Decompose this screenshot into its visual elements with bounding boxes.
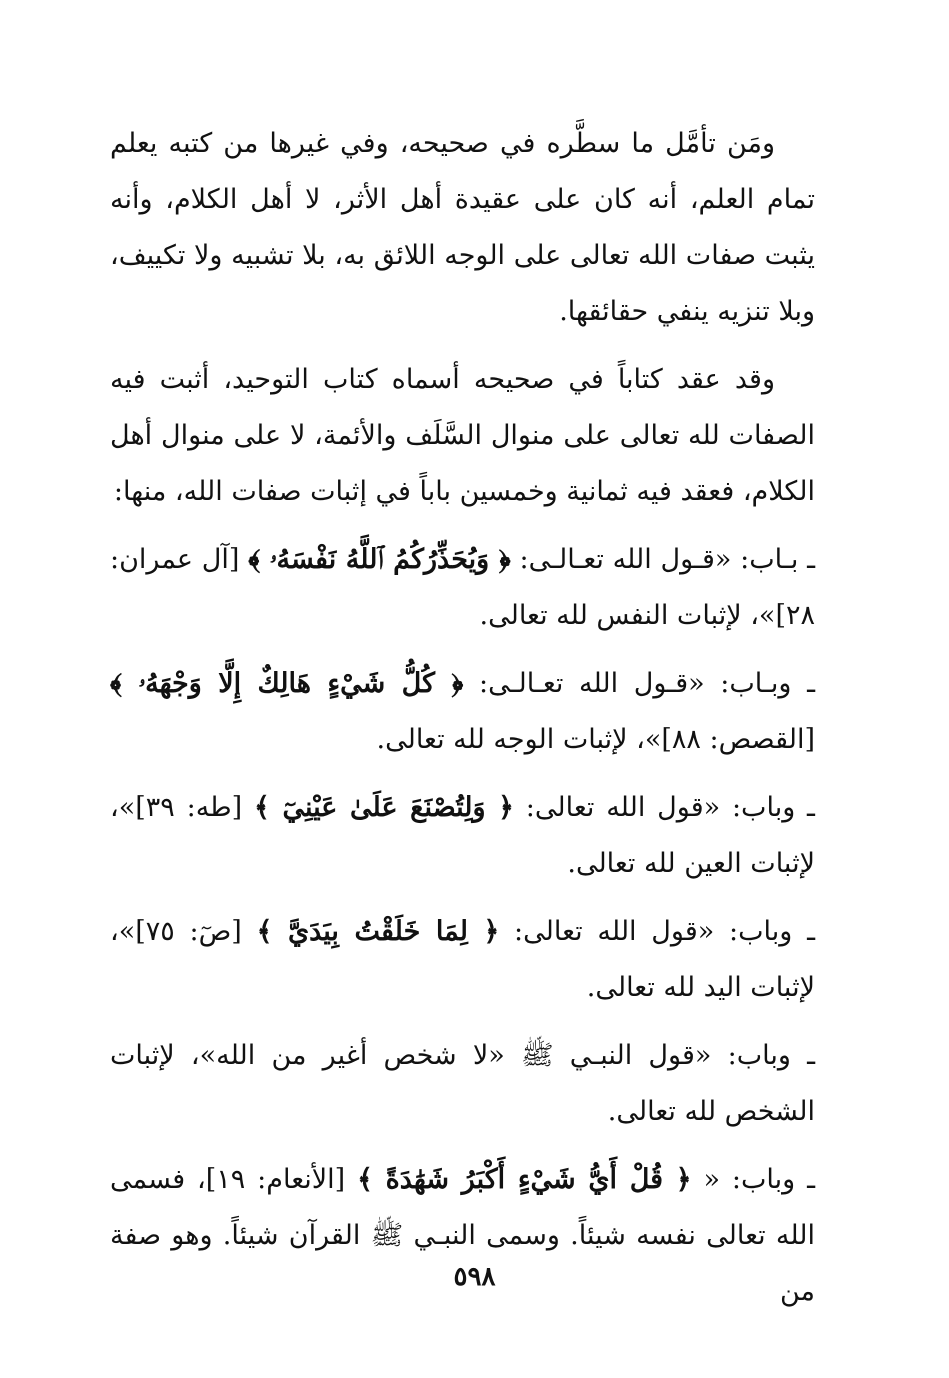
chapter-entry-shakhs: [110, 1028, 815, 1140]
body-text: [110, 116, 815, 1332]
paragraph-2: وقد عقد كتاباً في صحيحه أسماه كتاب التوحيد، أثبت فيه الصفات لله تعالى على منوال السَّلَف والأئمة، لا على منوال أهل الكلام، فعقد فيه ثمانية وخمسين باباً في إثبات صفات الله، منها:: [110, 364, 815, 507]
entry-suffix: [آل عمران: ٢٨]»، لإثبات النفس لله تعالى.: [110, 544, 815, 631]
chapter-entry-yad: [110, 904, 815, 1016]
entry-suffix: [طه: ٣٩]»، لإثبات العين لله تعالى.: [110, 792, 815, 879]
entry-suffix: [صٓ: ٧٥]»، لإثبات اليد لله تعالى.: [110, 916, 815, 1003]
page-number: ٥٩٨: [453, 1262, 496, 1292]
quran-verse: ﴿ لِمَا خَلَقْتُ بِيَدَيَّ ﴾: [256, 916, 500, 947]
entry-prefix: ـ وباب: «قول الله تعالى:: [499, 916, 815, 947]
quran-verse: ﴿ كُلُّ شَيْءٍ هَالِكٌ إِلَّا وَجْهَهُۥ ﴾: [110, 668, 464, 699]
chapter-entry-wajh: [110, 656, 815, 768]
entry-prefix: ـ وباب: «قول النبـي ﷺ «لا شخص أغير من الله»، لإثبات الشخص لله تعالى.: [110, 1040, 815, 1127]
quran-verse: ﴿ وَيُحَذِّرُكُمُ ٱللَّهُ نَفْسَهُۥ ﴾: [248, 544, 511, 575]
chapter-entry-shay: [110, 1152, 815, 1320]
entry-prefix: ـ وباب: «: [691, 1164, 815, 1195]
entry-prefix: ـ بـاب: «قـول الله تعـالـى:: [510, 544, 815, 575]
chapter-entry-ayn: [110, 780, 815, 892]
entry-suffix: [القصص: ٨٨]»، لإثبات الوجه لله تعالى.: [376, 724, 815, 755]
entry-suffix: [الأنعام: ١٩]، فسمى الله تعالى نفسه شيئاً. وسمى النبـي ﷺ القرآن شيئاً. وهو صفة من: [110, 1164, 815, 1307]
quran-verse: ﴿ وَلِتُصْنَعَ عَلَىٰ عَيْنِيٓ ﴾: [254, 792, 514, 823]
quran-verse: ﴿ قُلْ أَيُّ شَيْءٍ أَكْبَرُ شَهَٰدَةً ﴾: [357, 1164, 692, 1195]
paragraph-1: ومَن تأمَّل ما سطَّره في صحيحه، وفي غيرها من كتبه يعلم تمام العلم، أنه كان على عقيدة أهل الأثر، لا أهل الكلام، وأنه يثبت صفات الله تعالى على الوجه اللائق به، بلا تشبيه ولا تكييف، وبلا تنزيه ينفي حقائقها.: [110, 128, 815, 327]
chapter-entry-nafs: [110, 532, 815, 644]
entry-prefix: ـ وباب: «قول الله تعالى:: [513, 792, 815, 823]
entry-prefix: ـ وبـاب: «قـول الله تعـالـى:: [463, 668, 815, 699]
